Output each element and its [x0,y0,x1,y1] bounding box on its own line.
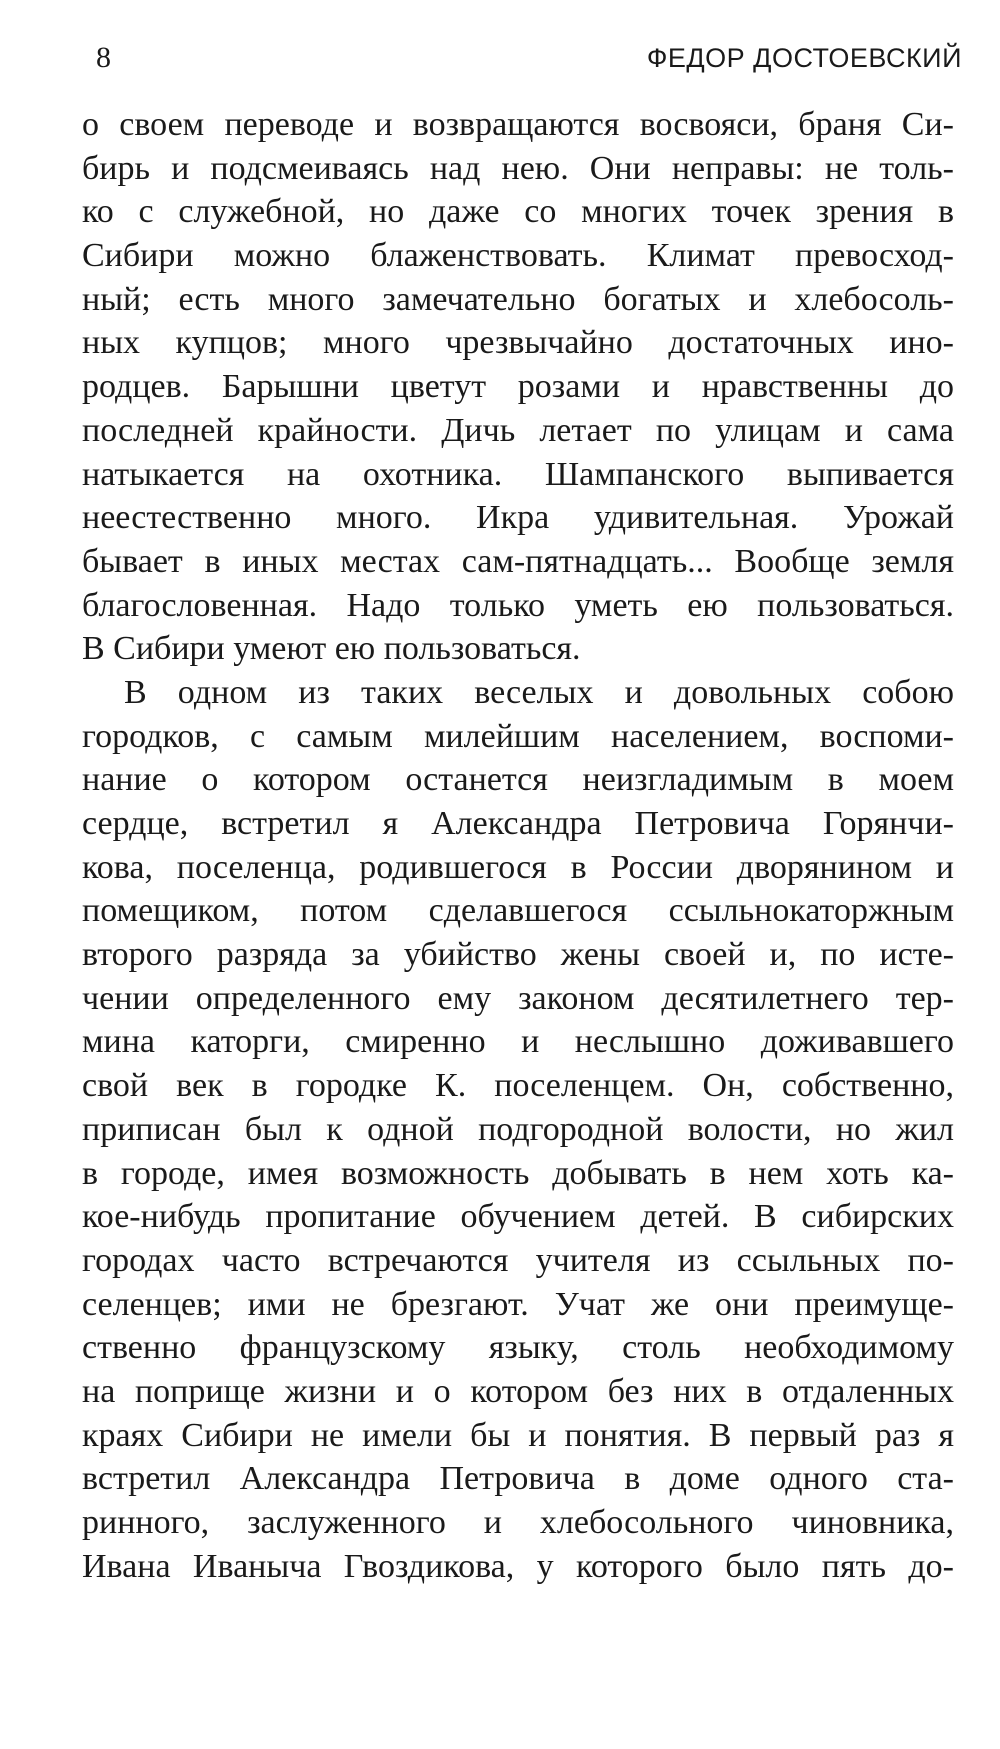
page-number: 8 [96,41,111,74]
text-line: сердце, встретил я Александра Петровича Горянчи- [82,805,954,842]
text-line: бывает в иных местах сам-пятнадцать... Вообще земля [82,542,954,580]
text-line: городах часто встречаются учителя из ссыльных по- [82,1241,954,1279]
text-line: помещиком, потом сделавшегося ссыльнокаторжным [82,892,954,930]
text-line: краях Сибири не имели бы и понятия. В первый раз я [82,1416,954,1454]
text-line: натыкается на охотника. Шампанского выпивается [82,455,954,493]
text-line: ственно французскому языку, столь необходимому [82,1329,954,1367]
text-line: кова, поселенца, родившегося в России дворянином и [82,848,954,886]
paragraph-1 [82,103,954,671]
running-title: ФЕДОР ДОСТОЕВСКИЙ [646,43,962,73]
text-line: чении определенного ему законом десятилетнего тер- [82,979,954,1017]
text-line: городков, с самым милейшим населением, воспоми- [82,717,954,755]
text-line: приписан был к одной подгородной волости, но жил [82,1110,954,1148]
text-line: благословенная. Надо только уметь ею пользоваться. [82,586,954,624]
paragraph-2 [82,671,954,1588]
text-line: ринного, заслуженного и хлебосольного чиновника, [82,1504,954,1541]
text-line: встретил Александра Петровича в доме одного ста- [82,1460,954,1498]
text-line: Ивана Иваныча Гвоздикова, у которого было пять до- [82,1547,954,1585]
text-line: кое-нибудь пропитание обучением детей. В сибирских [82,1198,954,1236]
text-line: в городе, имея возможность добывать в нем хоть ка- [82,1154,954,1192]
text-line: нание о котором останется неизгладимым в моем [82,761,954,799]
text-line: Сибири можно блаженствовать. Климат превосход- [82,237,954,275]
text-line: свой век в городке К. поселенцем. Он, собственно, [82,1067,954,1105]
text-line: ный; есть много замечательно богатых и хлебосоль- [82,280,954,318]
text-line: ко с служебной, но даже со многих точек зрения в [82,193,954,231]
text-line: бирь и подсмеиваясь над нею. Они неправы: не толь- [82,149,954,187]
text-line: мина каторги, смиренно и неслышно доживавшего [82,1023,954,1061]
text-line: селенцев; ими не брезгают. Учат же они преимуще- [82,1285,954,1323]
text-line: В Сибири умеют ею пользоваться. [82,630,581,668]
text-line: В одном из таких веселых и довольных собою [124,673,954,711]
text-line: родцев. Барышни цветут розами и нравственны до [82,368,954,406]
text-line: о своем переводе и возвращаются восвояси, браня Си- [82,106,954,143]
body-text [82,103,954,1588]
running-head [96,38,962,78]
text-line: на поприще жизни и о котором без них в отдаленных [82,1372,954,1410]
text-line: неестественно много. Икра удивительная. Урожай [82,499,954,537]
text-line: ных купцов; много чрезвычайно достаточных ино- [82,324,954,362]
text-line: второго разряда за убийство жены своей и, по исте- [82,936,954,974]
text-line: последней крайности. Дичь летает по улицам и сама [82,411,954,449]
